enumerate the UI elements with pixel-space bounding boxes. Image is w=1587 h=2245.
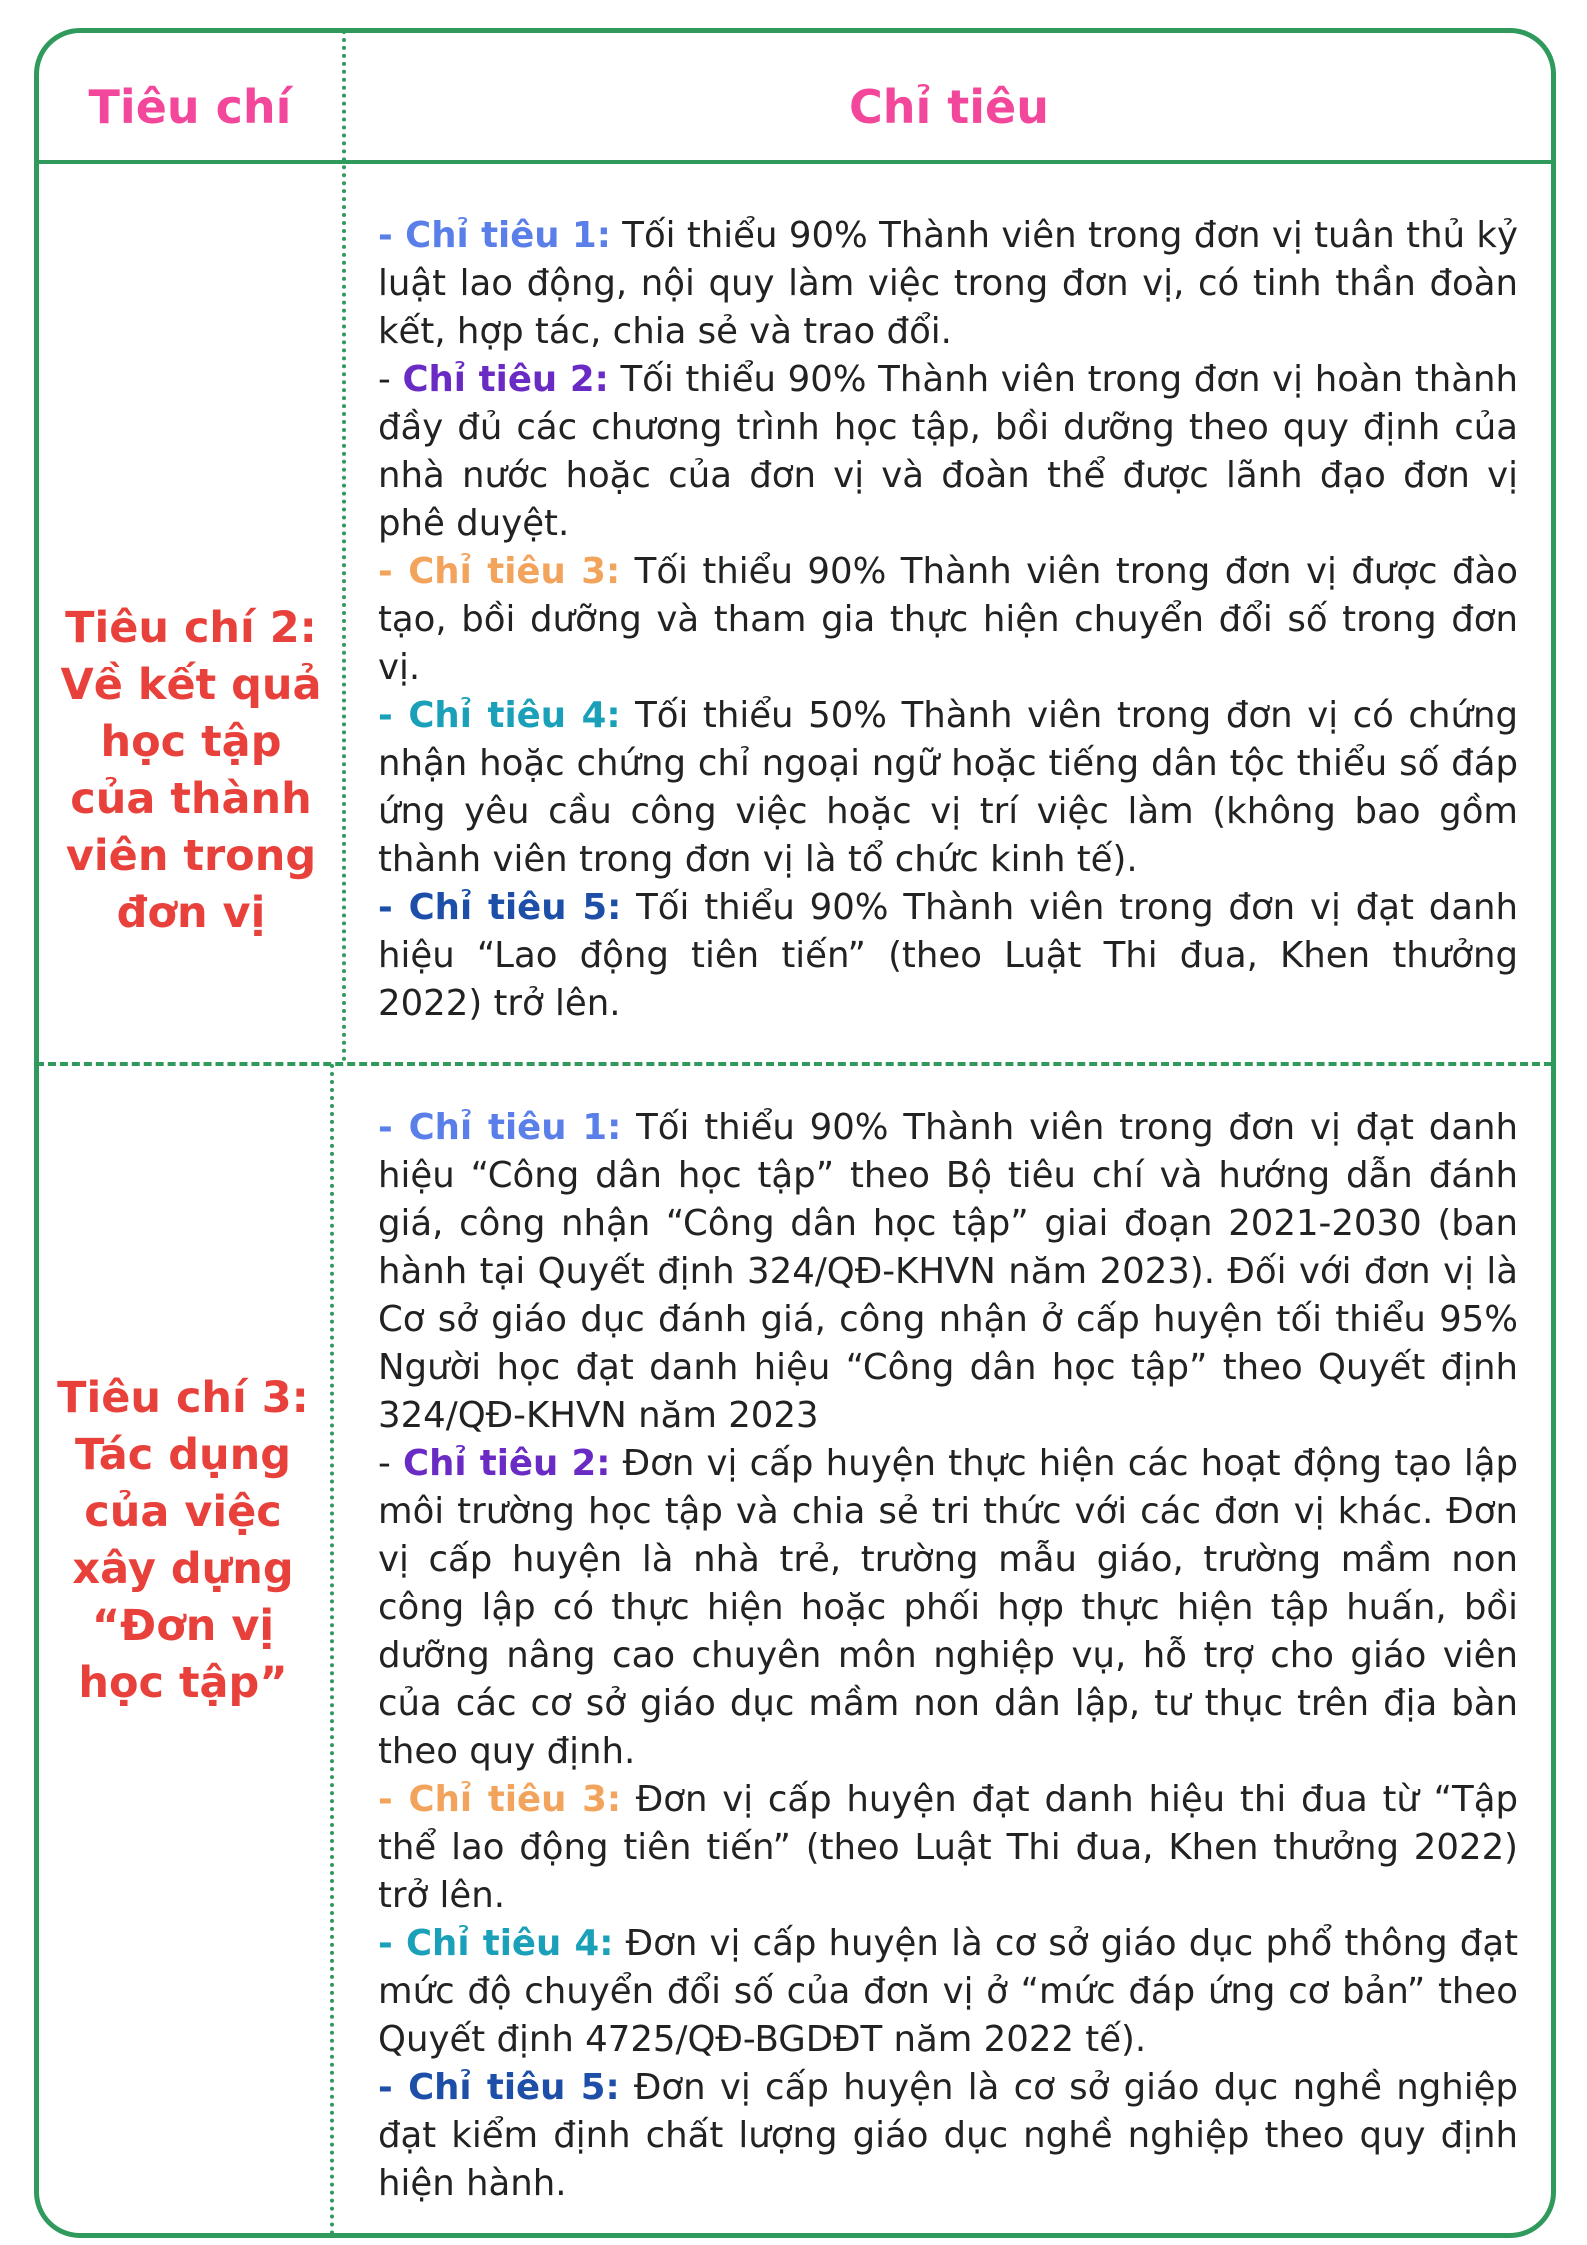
indicator-text: Tối thiểu 90% Thành viên trong đơn vị hoàn thành đầy đủ các chương trình học tập, bồi dưỡng theo quy định của nhà nước hoặc của đơn vị và đoàn thể được lãnh đạo đơn vị phê duyệt. <box>378 359 1518 544</box>
indicator-label: - Chỉ tiêu 4: <box>378 695 621 736</box>
criterion-line: Tiêu chí 2: <box>65 603 317 653</box>
indicator-item <box>378 548 1518 692</box>
indicator-label: Chỉ tiêu 2: <box>403 1443 611 1484</box>
criterion-line: của việc <box>84 1487 282 1537</box>
criterion-line: Tác dụng <box>74 1430 292 1480</box>
criterion-line: học tập” <box>78 1658 288 1708</box>
indicator-text: Tối thiểu 90% Thành viên trong đơn vị đạt danh hiệu “Lao động tiên tiến” (theo Luật Thi đua, Khen thưởng 2022) trở lên. <box>378 887 1518 1024</box>
criterion-3-title <box>40 1370 326 1712</box>
indicator-item <box>378 1104 1518 1440</box>
criterion-2-title <box>44 600 338 942</box>
criterion-2-indicators <box>378 212 1518 1028</box>
indicator-item <box>378 692 1518 884</box>
indicator-text: Đơn vị cấp huyện đạt danh hiệu thi đua từ “Tập thể lao động tiên tiến” (theo Luật Thi đua, Khen thưởng 2022) trở lên. <box>378 1779 1518 1916</box>
indicator-label: Chỉ tiêu 2: <box>402 359 609 400</box>
criterion-line: của thành <box>70 774 312 824</box>
indicator-item <box>378 1920 1518 2064</box>
indicator-item <box>378 884 1518 1028</box>
indicator-text: Tối thiểu 90% Thành viên trong đơn vị đạt danh hiệu “Công dân học tập” theo Bộ tiêu chí và hướng dẫn đánh giá, công nhận “Công dân học tập” giai đoạn 2021-2030 (ban hành tại Quyết định 324/QĐ-KHVN năm 2023). Đối với đơn vị là Cơ sở giáo dục đánh giá, công nhận ở cấp huyện tối thiểu 95% Người học đạt danh hiệu “Công dân học tập” theo Quyết định 324/QĐ-KHVN năm 2023 <box>378 1107 1518 1436</box>
indicator-label: - Chỉ tiêu 1: <box>378 215 611 256</box>
indicator-text: Đơn vị cấp huyện là cơ sở giáo dục nghề nghiệp đạt kiểm định chất lượng giáo dục nghề nghiệp theo quy định hiện hành. <box>378 2067 1518 2204</box>
indicator-text: Tối thiểu 50% Thành viên trong đơn vị có chứng nhận hoặc chứng chỉ ngoại ngữ hoặc tiếng dân tộc thiểu số đáp ứng yêu cầu công việc hoặc vị trí việc làm (không bao gồm thành viên trong đơn vị là tổ chức kinh tế). <box>378 695 1518 880</box>
indicator-text: Tối thiểu 90% Thành viên trong đơn vị tuân thủ kỷ luật lao động, nội quy làm việc trong đơn vị, có tinh thần đoàn kết, hợp tác, chia sẻ và trao đổi. <box>378 215 1518 352</box>
indicator-item <box>378 356 1518 548</box>
column-header-criteria: Tiêu chí <box>88 80 292 134</box>
indicator-item <box>378 1440 1518 1776</box>
indicator-text: Tối thiểu 90% Thành viên trong đơn vị được đào tạo, bồi dưỡng và tham gia thực hiện chuyển đổi số trong đơn vị. <box>378 551 1518 688</box>
indicator-text: Đơn vị cấp huyện là cơ sở giáo dục phổ thông đạt mức độ chuyển đổi số của đơn vị ở “mức đáp ứng cơ bản” theo Quyết định 4725/QĐ-BGDĐT năm 2022 tế). <box>378 1923 1518 2060</box>
indicator-label: - Chỉ tiêu 3: <box>378 551 621 592</box>
criterion-line: Về kết quả <box>60 660 322 710</box>
indicator-prefix: - <box>378 1443 404 1484</box>
indicator-label: - Chỉ tiêu 5: <box>378 887 622 928</box>
indicator-label: - Chỉ tiêu 1: <box>378 1107 622 1148</box>
column-divider-bottom <box>330 1064 334 2236</box>
criterion-line: viên trong <box>65 831 317 881</box>
column-header-indicators: Chỉ tiêu <box>849 80 1049 134</box>
criterion-line: học tập <box>100 717 282 767</box>
criterion-3-indicators <box>378 1104 1518 2208</box>
column-divider-top <box>342 30 346 1062</box>
criterion-line: xây dựng <box>72 1544 294 1594</box>
indicator-label: - Chỉ tiêu 4: <box>378 1923 614 1964</box>
indicator-label: - Chỉ tiêu 3: <box>378 1779 622 1820</box>
criterion-line: đơn vị <box>116 888 266 938</box>
indicator-item <box>378 2064 1518 2208</box>
indicator-item <box>378 212 1518 356</box>
indicator-text: Đơn vị cấp huyện thực hiện các hoạt động tạo lập môi trường học tập và chia sẻ tri thức với các đơn vị khác. Đơn vị cấp huyện là nhà trẻ, trường mẫu giáo, trường mầm non công lập có thực hiện hoặc phối hợp thực hiện tập huấn, bồi dưỡng nâng cao chuyên môn nghiệp vụ, hỗ trợ cho giáo viên của các cơ sở giáo dục mầm non dân lập, tư thục trên địa bàn theo quy định. <box>378 1443 1518 1772</box>
indicator-label: - Chỉ tiêu 5: <box>378 2067 620 2108</box>
criterion-line: Tiêu chí 3: <box>57 1373 309 1423</box>
header-divider <box>36 160 1552 164</box>
row-divider <box>36 1062 1552 1066</box>
indicator-item <box>378 1776 1518 1920</box>
criterion-line: “Đơn vị <box>91 1601 275 1651</box>
indicator-prefix: - <box>378 359 403 400</box>
